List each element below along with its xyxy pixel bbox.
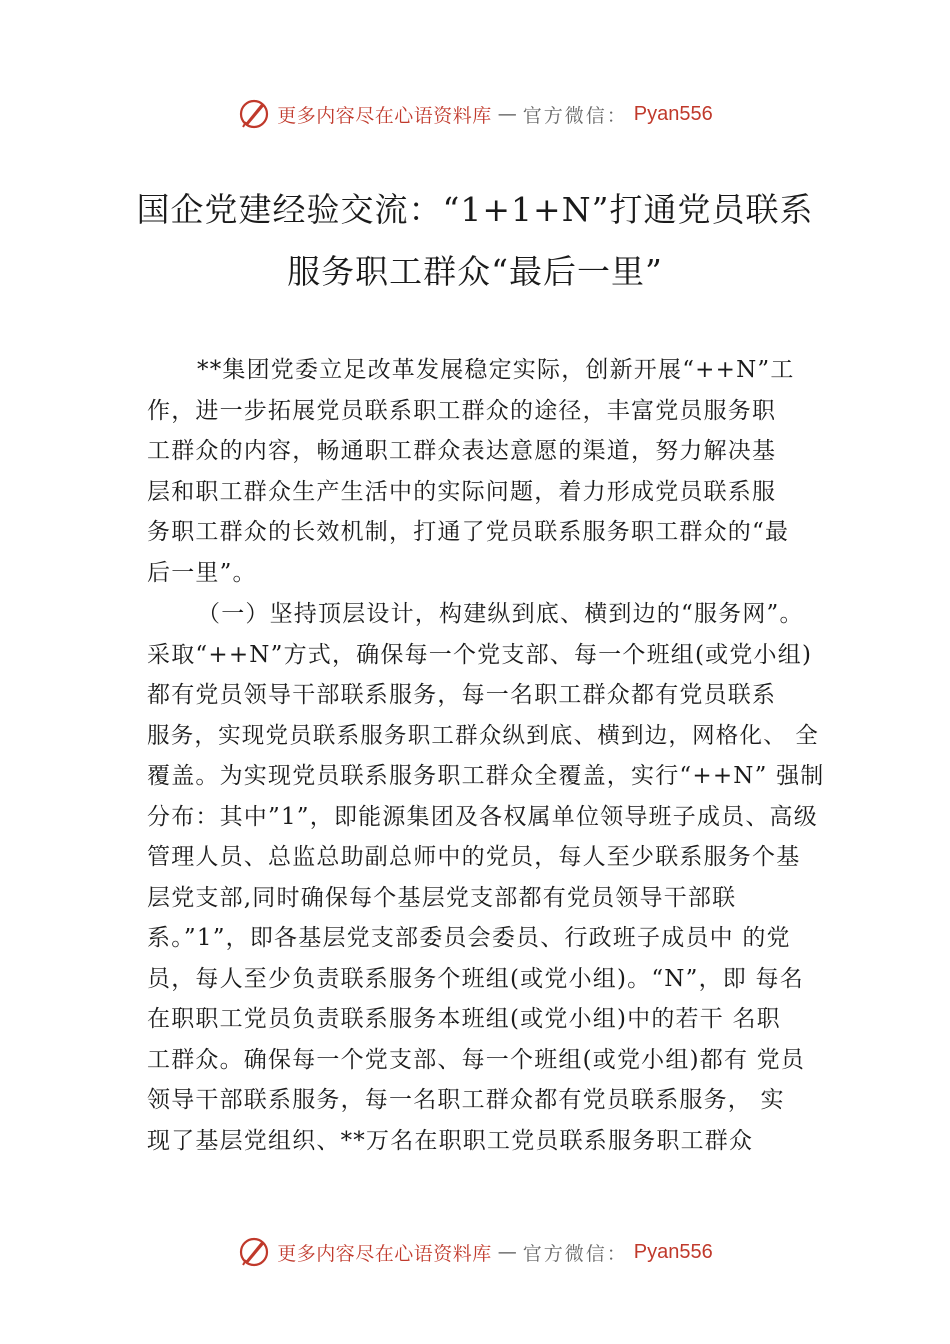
paragraph-intro	[147, 350, 827, 593]
text-line: 管理人员、总监总助副总师中的党员，每人至少联系服务个基	[147, 844, 801, 870]
text-line: 分布：其中”1”，即能源集团及各权属单位领导班子成员、高级	[147, 803, 818, 830]
text-line: 工群众的内容，畅通职工群众表达意愿的渠道，努力解决基	[147, 438, 777, 464]
watermark-wechat-label: 官方微信：	[522, 104, 628, 127]
text-line: 层党支部,同时确保每个基层党支部都有党员领导干部联	[147, 884, 737, 911]
watermark-dash: —	[497, 103, 517, 125]
text-line: 现了基层党组织、**万名在职职工党员联系服务职工群众	[147, 1127, 754, 1154]
text-line: （一）坚持顶层设计，构建纵到底、横到边的“服务网”。	[197, 601, 804, 627]
text-line: **集团党委立足改革发展稳定实际，创新开展“++N”工	[197, 357, 795, 383]
paragraph-section-1	[147, 594, 827, 1161]
text-line: 采取“++N”方式，确保每一个党支部、每一个班组(或党小组)	[147, 641, 813, 668]
watermark-wechat-id: Pyan556	[633, 1240, 713, 1263]
header-watermark	[0, 94, 950, 134]
text-line: 务职工群众的长效机制，打通了党员联系服务职工群众的“最	[147, 519, 790, 545]
quill-pen-logo-icon	[237, 1235, 271, 1269]
text-line: 服务，实现党员联系服务职工群众纵到底、横到边，网格化、 全	[147, 722, 819, 749]
text-line: 工群众。确保每一个党支部、每一个班组(或党小组)都有 党员	[147, 1046, 806, 1073]
text-line: 领导干部联系服务，每一名职工群众都有党员联系服务， 实	[147, 1087, 785, 1113]
text-line: 层和职工群众生产生活中的实际问题，着力形成党员联系服	[147, 478, 777, 505]
footer-watermark	[0, 1232, 950, 1272]
text-line: 覆盖。为实现党员联系服务职工群众全覆盖，实行“++N” 强制	[147, 763, 825, 789]
watermark-wechat-id: Pyan556	[633, 102, 713, 125]
document-title-line-2: 服务职工群众“最后一里”	[287, 252, 663, 291]
text-line: 作，进一步拓展党员联系职工群众的途径，丰富党员服务职	[147, 397, 777, 424]
watermark-library-text: 更多内容尽在心语资料库	[277, 1242, 492, 1265]
watermark-dash: —	[497, 1241, 517, 1263]
watermark-wechat-label: 官方微信：	[522, 1242, 628, 1265]
watermark-library-text: 更多内容尽在心语资料库	[277, 104, 492, 127]
text-line: 都有党员领导干部联系服务，每一名职工群众都有党员联系	[147, 682, 777, 708]
document-title-line-1: 国企党建经验交流：“1+1+N”打通党员联系	[136, 190, 814, 229]
text-line: 在职职工党员负责联系服务本班组(或党小组)中的若干 名职	[147, 1006, 781, 1032]
text-line: 后一里”。	[147, 559, 257, 586]
text-line: 系。”1”，即各基层党支部委员会委员、行政班子成员中 的党	[147, 925, 791, 951]
quill-pen-logo-icon	[237, 97, 271, 131]
text-line: 员，每人至少负责联系服务个班组(或党小组)。“N”，即 每名	[147, 965, 804, 992]
